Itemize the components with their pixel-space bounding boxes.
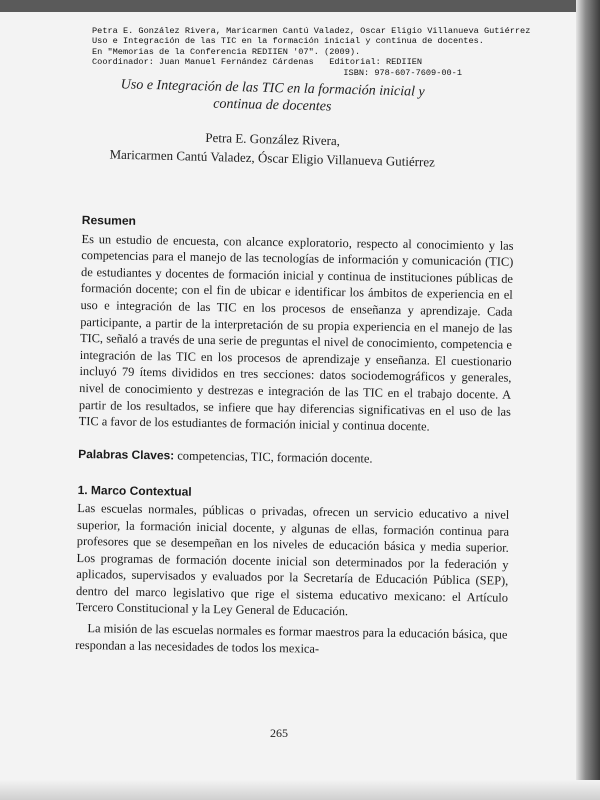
keywords-label: Palabras Claves: <box>78 446 175 463</box>
page-number: 265 <box>270 726 288 740</box>
paper-body <box>75 212 514 660</box>
authors-line-2: Maricarmen Cantú Valadez, Óscar Eligio Villanueva Gutiérrez <box>109 146 436 170</box>
authors-line-1: Petra E. González Rivera, <box>205 129 341 149</box>
citation-header <box>92 26 572 78</box>
paper-authors <box>87 125 458 172</box>
page-spine-shadow <box>576 0 600 800</box>
section-paragraph-1: Las escuelas normales, públicas o privadas, ofrecen un servicio educativo a nivel superior, la formación inicial docente, y algunas de ellas, formación continua para profesores que se desempeñan en los niveles de educación básica y media superior. Los programas de formación docente inicial son determinados por la federación y aplicados, supervisados y evaluados por la Secretaría de Educación Pública (SEP), dentro del marco legislativo que rige el sistema educativo mexicano: el Artículo Tercero Constitucional y la Ley General de Educación. <box>75 500 510 619</box>
keywords-text: competencias, TIC, formación docente. <box>174 448 373 466</box>
section-paragraph-2: La misión de las escuelas normales es formar maestros para la educación básica, que respondan a las necesidades de todos los mexica- <box>75 621 508 656</box>
citation-line-title: Uso e Integración de las TIC en la formación inicial y continua de docentes. <box>92 36 484 47</box>
citation-line-editor: Coordinador: Juan Manuel Fernández Cárdenas Editorial: REDIIEN <box>92 57 423 68</box>
paper-title: Uso e Integración de las TIC en la formación inicial y continua de docentes <box>120 77 425 115</box>
citation-isbn: ISBN: 978-607-7609-00-1 <box>343 67 462 78</box>
abstract-heading: Resumen <box>81 212 137 228</box>
page-top-shadow <box>0 0 600 12</box>
keywords <box>78 446 510 469</box>
section-heading: 1. Marco Contextual <box>77 483 192 500</box>
page-bottom-shadow <box>0 780 600 800</box>
abstract-text: Es un estudio de encuesta, con alcance exploratorio, respecto al conocimiento y las competencias para el manejo de las tecnologías de información y comunicación (TIC) de estudiantes y docentes de formación inicial y continua de instituciones públicas de formación docente; con el fin de ubicar e identificar los ámbitos de experiencia en el uso e integración de las TIC en los procesos de enseñanza y aprendizaje. Cada participante, a partir de la interpretación de su propia experiencia en el manejo de las TIC, señaló a través de una serie de preguntas el nivel de conocimiento, competencia e integración de las TIC en los procesos de aprendizaje y enseñanza. El cuestionario incluyó 79 ítems divididos en tres secciones: datos sociodemográficos y generales, nivel de conocimiento y destrezas e integración de las TIC en el trabajo docente. A partir de los resultados, se infiere que hay diferencias significativas en el uso de las TIC a favor de los estudiantes de formación inicial y continua docente. <box>78 231 514 434</box>
citation-line-source: En "Memorias de la Conferencia REDIIEN '07". (2009). <box>92 46 361 57</box>
citation-line-authors: Petra E. González Rivera, Maricarmen Cantú Valadez, Oscar Eligio Villanueva Gutiérrez <box>92 26 531 36</box>
